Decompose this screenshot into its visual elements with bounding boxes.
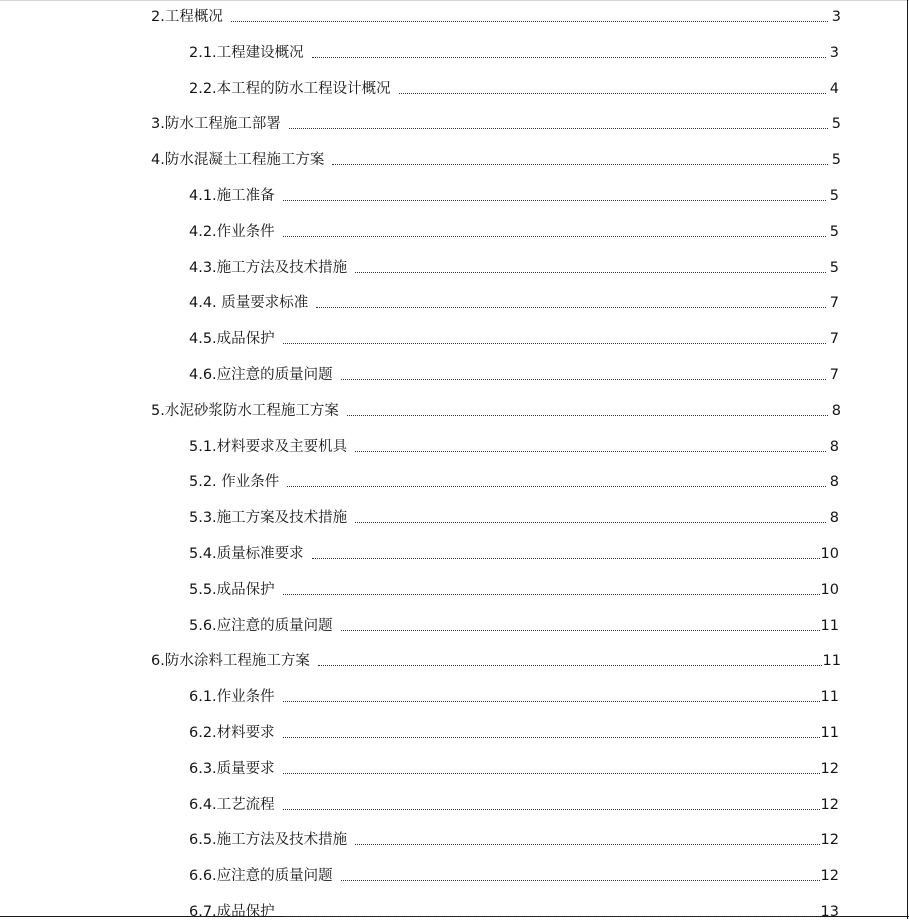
toc-leader-dots	[312, 557, 820, 559]
toc-entry[interactable]	[151, 648, 841, 670]
toc-leader-dots	[347, 414, 828, 416]
toc-leader-dots	[283, 700, 820, 702]
toc-entry-page-number: 10	[820, 581, 839, 598]
toc-leader-dots	[341, 629, 820, 631]
toc-entry[interactable]	[189, 756, 839, 778]
toc-entry-page-number: 12	[820, 760, 839, 777]
toc-entry-title: 3.防水工程施工部署	[151, 116, 281, 133]
toc-entry-page-number: 3	[829, 44, 839, 61]
toc-entry-title: 4.1.施工准备	[189, 188, 275, 204]
toc-leader-dots	[355, 521, 826, 523]
toc-entry-title: 2.2.本工程的防水工程设计概况	[189, 80, 391, 97]
toc-entry-page-number: 11	[822, 653, 841, 670]
toc-entry-title: 5.5.成品保护	[189, 581, 275, 598]
toc-entry-title: 4.2.作业条件	[189, 223, 275, 240]
toc-entry-title: 5.1.材料要求及主要机具	[189, 438, 348, 455]
toc-entry[interactable]	[189, 505, 839, 527]
toc-entry-title: 4.5.成品保护	[189, 331, 275, 348]
toc-entry[interactable]	[189, 290, 839, 312]
toc-entry[interactable]	[189, 613, 839, 635]
toc-entry[interactable]	[189, 827, 839, 849]
toc-entry-page-number: 8	[829, 510, 839, 527]
toc-leader-dots	[355, 271, 826, 273]
toc-entry-title: 2.工程概况	[151, 9, 223, 25]
top-rule	[0, 0, 909, 1]
toc-entry[interactable]	[189, 541, 839, 563]
toc-entry-page-number: 5	[829, 259, 839, 276]
toc-entry-page-number: 8	[831, 402, 841, 419]
toc-entry-page-number: 12	[820, 796, 839, 813]
toc-entry-title: 6.6.应注意的质量问题	[189, 868, 333, 885]
toc-entry-title: 2.1.工程建设概况	[189, 44, 304, 61]
toc-entry-page-number: 11	[820, 617, 839, 634]
toc-entry[interactable]	[189, 720, 839, 742]
toc-leader-dots	[283, 772, 820, 774]
toc-entry-page-number: 8	[829, 438, 839, 455]
toc-entry-page-number: 5	[831, 152, 841, 169]
toc-leader-dots	[287, 485, 826, 487]
toc-leader-dots	[316, 306, 826, 308]
toc-leader-dots	[283, 199, 826, 201]
toc-entry[interactable]	[189, 434, 839, 456]
toc-entry[interactable]	[189, 863, 839, 885]
toc-entry[interactable]	[189, 899, 839, 921]
toc-leader-dots	[341, 378, 826, 380]
toc-entry-page-number: 7	[829, 367, 839, 383]
toc-leader-dots	[283, 593, 820, 595]
toc-entry-title: 5.6.应注意的质量问题	[189, 617, 333, 634]
toc-entry[interactable]	[189, 684, 839, 706]
toc-entry-page-number: 4	[829, 80, 839, 97]
toc-entry-page-number: 7	[829, 295, 839, 312]
toc-entry[interactable]	[189, 219, 839, 241]
toc-leader-dots	[231, 20, 828, 22]
toc-entry-title: 6.3.质量要求	[189, 760, 275, 777]
toc-entry[interactable]	[189, 469, 839, 491]
toc-entry-page-number: 11	[820, 725, 839, 741]
toc-entry-title: 5.水泥砂浆防水工程施工方案	[151, 402, 339, 419]
toc-leader-dots	[341, 879, 820, 881]
toc-entry-title: 4.3.施工方法及技术措施	[189, 259, 348, 276]
toc-leader-dots	[399, 92, 826, 94]
toc-entry[interactable]	[189, 40, 839, 62]
toc-entry-title: 6.防水涂料工程施工方案	[151, 653, 310, 670]
toc-entry-title: 6.4.工艺流程	[189, 796, 275, 813]
toc-entry[interactable]	[189, 76, 839, 98]
toc-entry-title: 6.5.施工方法及技术措施	[189, 832, 348, 849]
toc-entry-page-number: 11	[820, 689, 839, 706]
toc-entry-page-number: 5	[829, 223, 839, 240]
toc-leader-dots	[332, 163, 828, 165]
toc-entry[interactable]	[151, 4, 841, 26]
toc-entry-title: 5.3.施工方案及技术措施	[189, 510, 348, 527]
toc-entry[interactable]	[151, 398, 841, 420]
toc-leader-dots	[318, 664, 822, 666]
toc-entry-page-number: 5	[831, 116, 841, 133]
toc-leader-dots	[283, 915, 820, 917]
toc-entry-title: 6.7.成品保护	[189, 904, 275, 920]
toc-entry-title: 5.2. 作业条件	[189, 474, 280, 491]
toc-entry[interactable]	[151, 111, 841, 133]
toc-entry-page-number: 12	[820, 832, 839, 849]
toc-entry[interactable]	[189, 183, 839, 205]
toc-entry-title: 5.4.质量标准要求	[189, 546, 304, 562]
toc-entry-page-number: 3	[831, 9, 841, 25]
toc-leader-dots	[355, 450, 826, 452]
toc-entry[interactable]	[189, 326, 839, 348]
toc-leader-dots	[283, 808, 820, 810]
toc-entry-title: 4.防水混凝土工程施工方案	[151, 152, 325, 169]
toc-entry-page-number: 7	[829, 331, 839, 348]
toc-entry[interactable]	[189, 255, 839, 277]
toc-entry[interactable]	[189, 577, 839, 599]
toc-leader-dots	[355, 843, 819, 845]
toc-entry-page-number: 8	[829, 474, 839, 491]
toc-entry-page-number: 13	[820, 904, 839, 920]
toc-leader-dots	[283, 235, 826, 237]
toc-entry[interactable]	[189, 362, 839, 384]
toc-entry-title: 6.1.作业条件	[189, 689, 275, 706]
toc-entry-page-number: 5	[829, 188, 839, 204]
toc-entry[interactable]	[189, 792, 839, 814]
toc-leader-dots	[283, 342, 826, 344]
toc-entry[interactable]	[151, 147, 841, 169]
toc-entry-title: 4.6.应注意的质量问题	[189, 367, 333, 383]
toc-leader-dots	[283, 736, 820, 738]
right-border	[907, 0, 908, 919]
toc-entry-title: 4.4. 质量要求标准	[189, 295, 309, 312]
toc-entry-title: 6.2.材料要求	[189, 725, 275, 741]
toc-leader-dots	[289, 127, 828, 129]
toc-leader-dots	[312, 56, 826, 58]
toc-entry-page-number: 10	[820, 546, 839, 562]
toc-entry-page-number: 12	[820, 868, 839, 885]
